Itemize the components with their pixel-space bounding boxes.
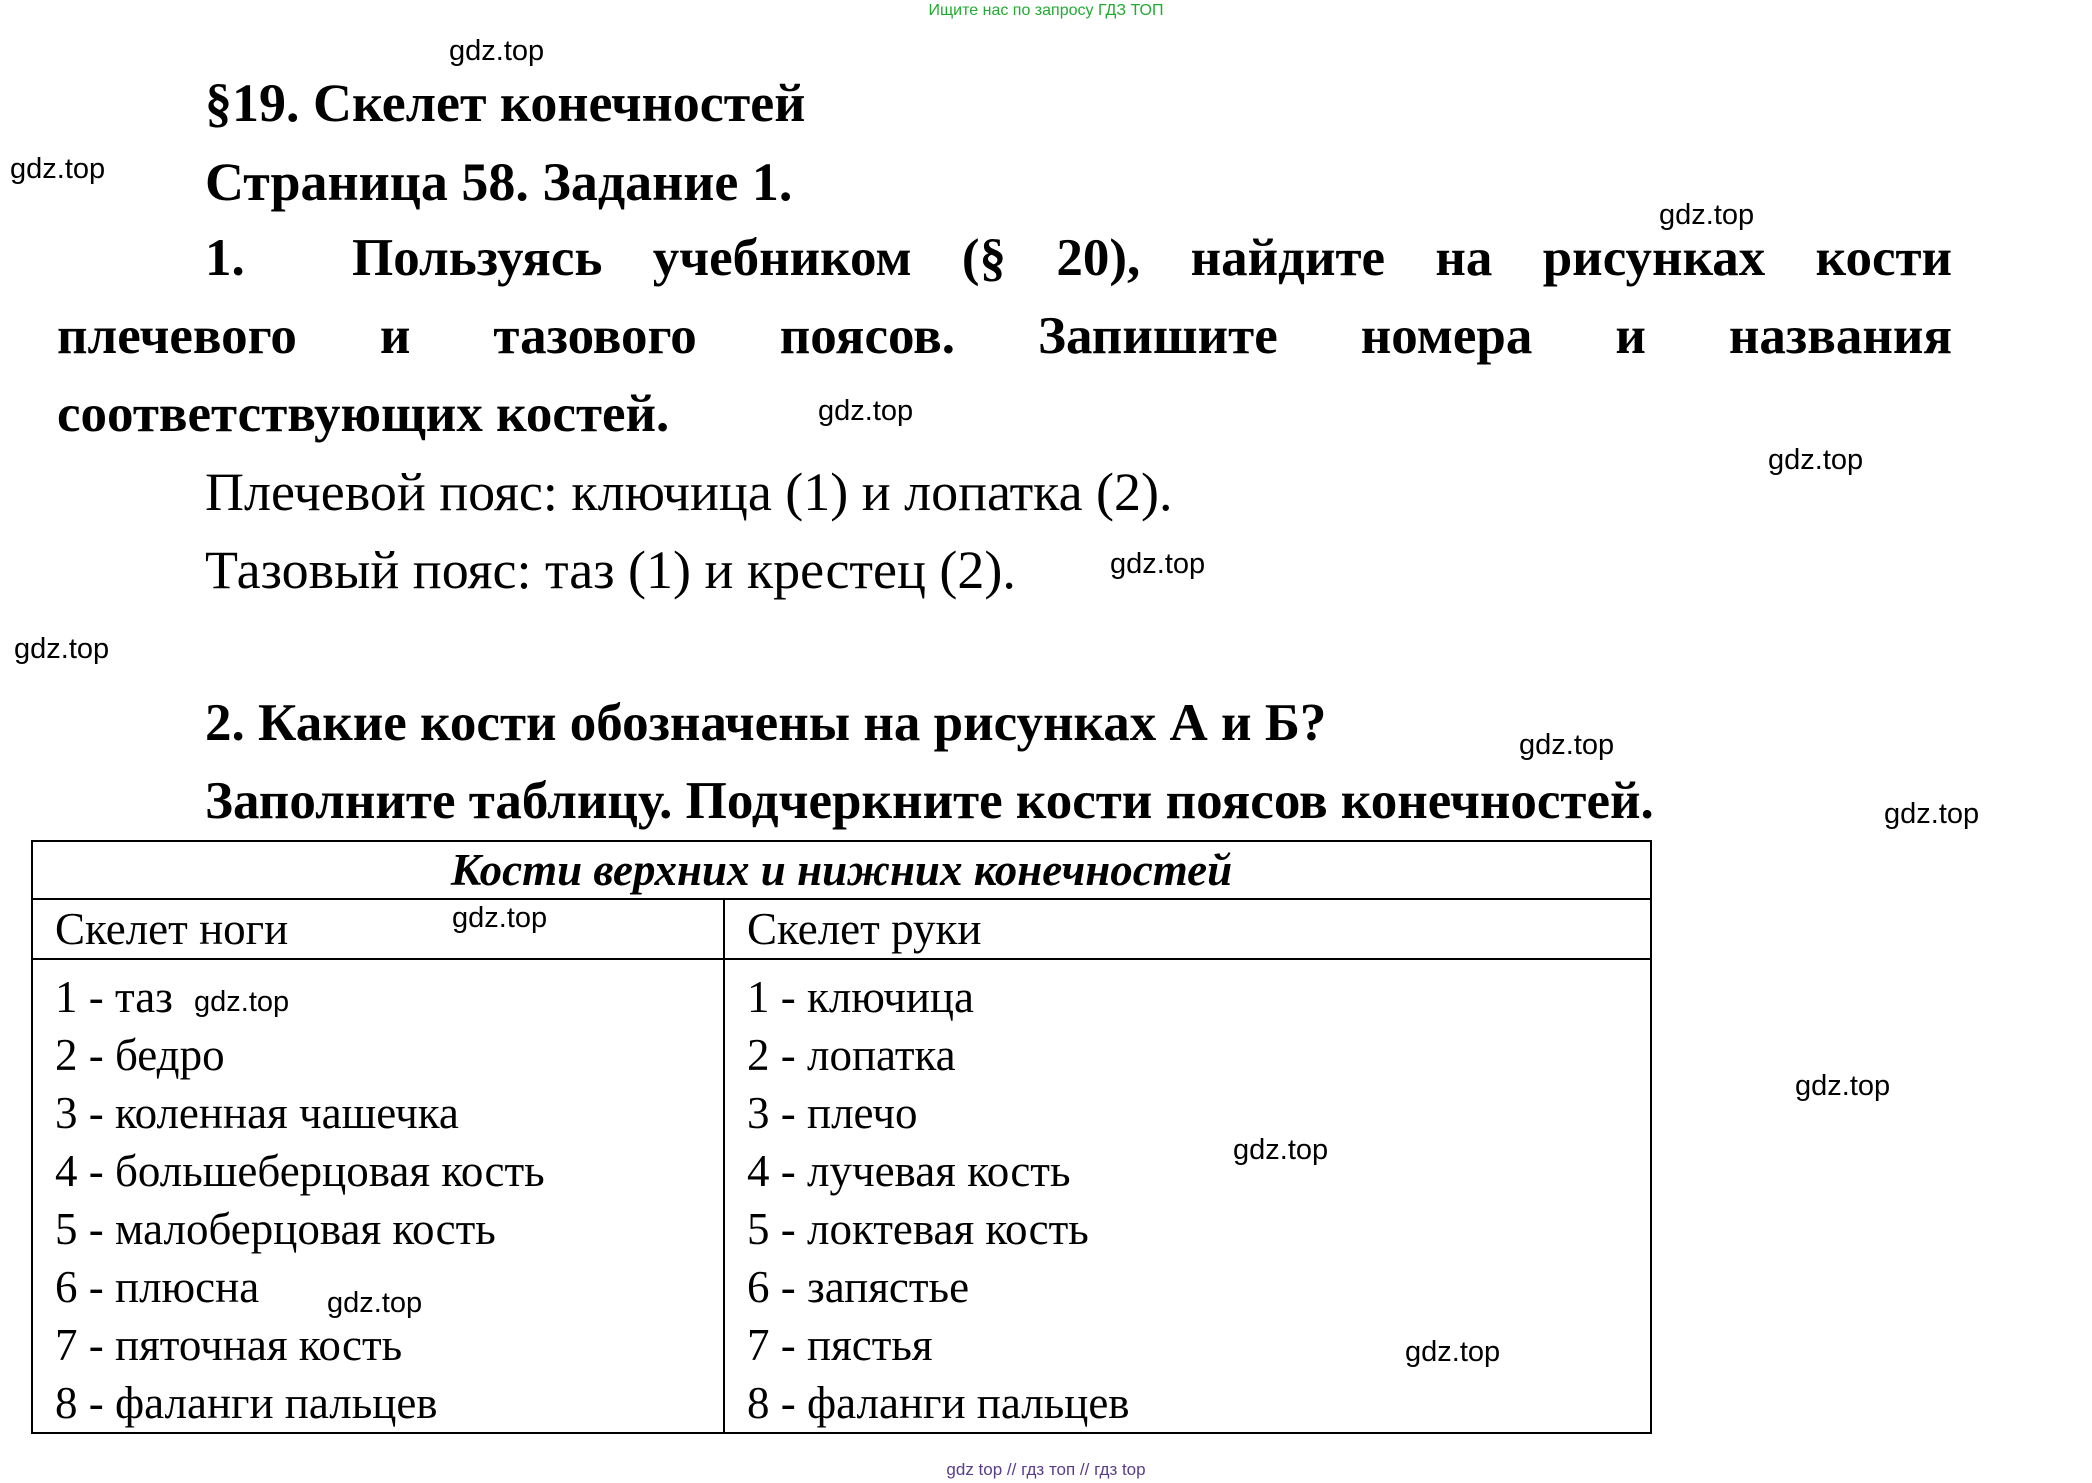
task2-instruction: Заполните таблицу. Подчеркните кости поясов конечностей. [205, 772, 1654, 830]
watermark: gdz.top [1659, 199, 1755, 231]
watermark: gdz.top [1519, 729, 1615, 761]
answer-pelvic-girdle: Тазовый пояс: таз (1) и крестец (2). [205, 540, 1016, 600]
watermark: gdz.top [818, 395, 914, 427]
task1-word: на [1435, 229, 1493, 287]
task1-word: учебником [652, 229, 912, 287]
watermark: gdz.top [14, 633, 110, 665]
table-row: 5 - локтевая кость [747, 1204, 1089, 1254]
task1-word: кости [1815, 229, 1953, 287]
task1-word: номера [1360, 307, 1533, 365]
top-banner: Ищите нас по запросу ГДЗ ТОП [928, 2, 1164, 19]
answer-shoulder-girdle: Плечевой пояс: ключица (1) и лопатка (2). [205, 462, 1173, 522]
task1-line1 [352, 229, 1953, 287]
task1-word: рисунках [1542, 229, 1766, 287]
task1-word: плечевого [57, 307, 297, 365]
table-row: 5 - малоберцовая кость [55, 1204, 496, 1254]
watermark: gdz.top [449, 35, 545, 67]
task1-word: тазового [493, 307, 697, 365]
table-row: 3 - плечо [747, 1088, 918, 1138]
task1-line3: соответствующих костей. [57, 385, 670, 443]
table-row: 8 - фаланги пальцев [747, 1378, 1130, 1428]
watermark: gdz.top [452, 902, 548, 934]
table-row: 7 - пястья [747, 1320, 933, 1370]
task1-word: 20), [1056, 229, 1141, 287]
table-row: 4 - лучевая кость [747, 1146, 1071, 1196]
task1-number: 1. [205, 229, 245, 287]
task1-line2 [57, 307, 1953, 365]
column-header-leg: Скелет ноги [32, 899, 724, 959]
task1-word: Пользуясь [352, 229, 603, 287]
task2-question: 2. Какие кости обозначены на рисунках А и Б? [205, 694, 1327, 752]
task1-word: (§ [961, 229, 1007, 287]
page-task-title: Страница 58. Задание 1. [205, 152, 793, 212]
column-header-arm: Скелет руки [724, 899, 1651, 959]
table-caption: Кости верхних и нижних конечностей [32, 841, 1651, 899]
leg-bones-cell [32, 959, 724, 1433]
table-row: 1 - таз [55, 972, 173, 1022]
table-row: 6 - запястье [747, 1262, 970, 1312]
watermark: gdz.top [1405, 1336, 1501, 1368]
watermark: gdz.top [1795, 1070, 1891, 1102]
table-row: 2 - бедро [55, 1030, 225, 1080]
task1-word: Запишите [1038, 307, 1278, 365]
task1-word: и [379, 307, 411, 365]
task1-word: поясов. [779, 307, 956, 365]
section-title: §19. Скелет конечностей [205, 73, 806, 133]
footer-links: gdz top // гдз топ // гдз top [946, 1460, 1146, 1479]
watermark: gdz.top [1768, 444, 1864, 476]
table-row: 4 - большеберцовая кость [55, 1146, 545, 1196]
table-row: 7 - пяточная кость [55, 1320, 403, 1370]
task1-word: и [1615, 307, 1646, 365]
watermark: gdz.top [327, 1287, 423, 1319]
arm-bones-cell [724, 959, 1651, 1433]
watermark: gdz.top [1884, 798, 1980, 830]
task1-word: названия [1728, 307, 1953, 365]
table-row: 2 - лопатка [747, 1030, 956, 1080]
watermark: gdz.top [194, 986, 290, 1018]
table-row: 8 - фаланги пальцев [55, 1378, 438, 1428]
table-row: 3 - коленная чашечка [55, 1088, 459, 1138]
table-row: 6 - плюсна [55, 1262, 260, 1312]
task1-word: найдите [1190, 229, 1386, 287]
watermark: gdz.top [1110, 548, 1206, 580]
table-row: 1 - ключица [747, 972, 974, 1022]
watermark: gdz.top [1233, 1134, 1329, 1166]
watermark: gdz.top [10, 153, 106, 185]
